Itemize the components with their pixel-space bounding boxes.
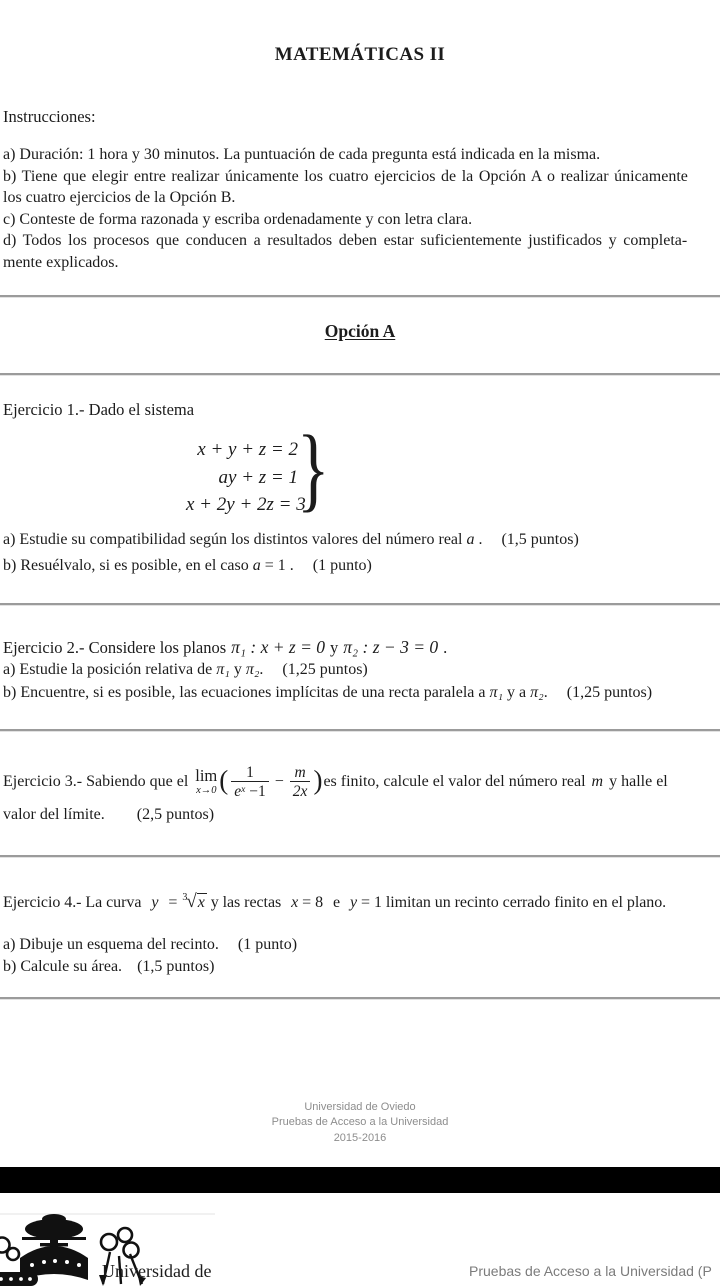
den-rest: −1 [249,783,266,800]
section-divider [0,997,720,1000]
question-text: y [233,661,242,678]
question-text: valor del límite. [3,806,105,823]
points-label: (1,25 puntos) [566,684,653,701]
section-divider [0,603,720,606]
instructions-block [3,144,720,273]
next-page-exam-label: Pruebas de Acceso a la Universidad (P [469,1263,712,1279]
exercise-3-heading [3,758,720,806]
radicand: x [197,894,205,911]
heading-text: Ejercicio 3.- Sabiendo que el [3,773,189,790]
equation-1: x + y + z = 2 [197,439,298,460]
exponent: x [241,785,246,795]
math-pi1: π₁ [216,661,230,678]
exercise-1-question-a [3,531,579,549]
section-divider [0,855,720,858]
points-label: (2,5 puntos) [136,806,215,823]
question-text: a) Estudie su compatibilidad según los distintos valores del número real [3,531,463,548]
math-var: a [252,557,261,574]
next-page-university-label: Universidad de [102,1261,212,1281]
question-text: b) Encuentre, si es posible, las ecuaciones implícitas de una recta paralela a [3,684,486,701]
points-label: (1 punto) [237,936,298,953]
period: . [443,638,448,657]
fraction-1 [231,764,268,801]
question-text: . [474,531,483,548]
question-text: y halle el [609,773,668,790]
heading-text: y las rectas [210,894,282,911]
section-divider [0,373,720,376]
math-m: m [591,773,604,790]
question-text: b) Calcule su área. [3,958,123,975]
math-rest: = 8 [302,894,324,911]
question-text: y a [507,684,527,701]
exercise-1-heading: Ejercicio 1.- Dado el sistema [3,400,195,419]
system-brace: } [297,417,330,521]
open-paren: ( [219,764,229,795]
equation-3: x + 2y + 2z = 3 [186,494,306,515]
math-e: e [234,783,242,800]
numerator: 1 [246,763,254,781]
question-text: a) Estudie la posición relativa de [3,661,213,678]
points-label: (1,25 puntos) [282,661,368,678]
exercise-4-heading [3,891,666,913]
equation-2: ay + z = 1 [218,466,298,488]
exercise-4-question-a [3,936,297,954]
math-pi2: π₂ [530,684,544,701]
root-index: 3 [182,892,188,903]
points-label: (1,5 puntos) [501,531,579,548]
limit-operator [195,768,217,796]
instruction-line-b1: b) Tiene que elegir entre realizar únicamente los cuatro ejercicios de la Opción A o realizar únicamente [3,167,688,185]
page-footer [0,1100,720,1146]
math-plane-2: π₂ : z − 3 = 0 [343,637,439,657]
math-rest: = 1 [361,894,382,911]
heading-text: Ejercicio 2.- Considere los planos [3,638,227,657]
period: . [543,684,548,701]
points-label: (1,5 puntos) [137,958,215,975]
question-text: a) Dibuje un esquema del recinto. [3,936,219,953]
question-text: es finito, calcule el valor del número real [323,773,586,790]
math-y: y [350,894,358,911]
instruction-line-b2: los cuatro ejercicios de la Opción B. [3,189,236,206]
option-a-heading: Opción A [324,321,396,341]
exercise-2-question-a [3,661,368,679]
question-text: b) Resuélvalo, si es posible, en el caso [3,557,249,574]
equation-system [186,436,306,519]
denominator: 2x [290,781,311,800]
equals-sign: = [168,894,178,911]
lim-subscript: x→0 [196,784,217,796]
instructions-label: Instrucciones: [3,107,96,126]
exam-title: MATEMÁTICAS II [274,44,446,65]
math-pi2: π₂ [245,661,260,678]
section-divider [0,729,720,732]
math-y: y [151,894,159,911]
math-rest: = 1 . [264,557,294,574]
math-var: a [466,531,475,548]
instruction-line-c: c) Conteste de forma razonada y escriba ordenadamente y con letra clara. [3,210,473,228]
points-label: (1 punto) [312,557,372,574]
math-pi1: π₁ [489,684,504,701]
math-x: x [291,894,299,911]
footer-university: Universidad de Oviedo [304,1101,416,1113]
heading-text: Ejercicio 4.- La curva [3,894,142,911]
instruction-line-d1: d) Todos los procesos que conducen a resultados deben estar suficientemente justificados y completa- [3,232,688,249]
page-separator-bar [0,1167,720,1193]
close-paren: ) [313,764,323,795]
denominator [231,781,268,800]
section-divider [0,295,720,298]
radical-sign: √ [186,891,197,912]
exercise-2-question-b [3,684,652,702]
conjunction: y [330,638,339,657]
exercise-2-heading [3,637,447,658]
math-plane-1: π₁ : x + z = 0 [231,637,326,657]
minus-sign: − [274,773,284,790]
exercise-1-question-b [3,557,372,575]
numerator: m [294,763,306,781]
footer-year: 2015-2016 [333,1131,387,1144]
footer-exam-name: Pruebas de Acceso a la Universidad [271,1116,449,1129]
period: . [259,661,264,678]
heading-text: limitan un recinto cerrado finito en el plano. [385,894,667,911]
exercise-4-question-b [3,958,214,976]
instruction-line-a: a) Duración: 1 hora y 30 minutos. La puntuación de cada pregunta está indicada en la misma. [3,146,601,163]
conjunction: e [332,894,341,911]
lim-symbol: lim [195,766,218,785]
instruction-line-d2: mente explicados. [3,253,119,271]
fraction-2 [290,764,311,801]
exercise-3-line-2 [3,806,214,824]
